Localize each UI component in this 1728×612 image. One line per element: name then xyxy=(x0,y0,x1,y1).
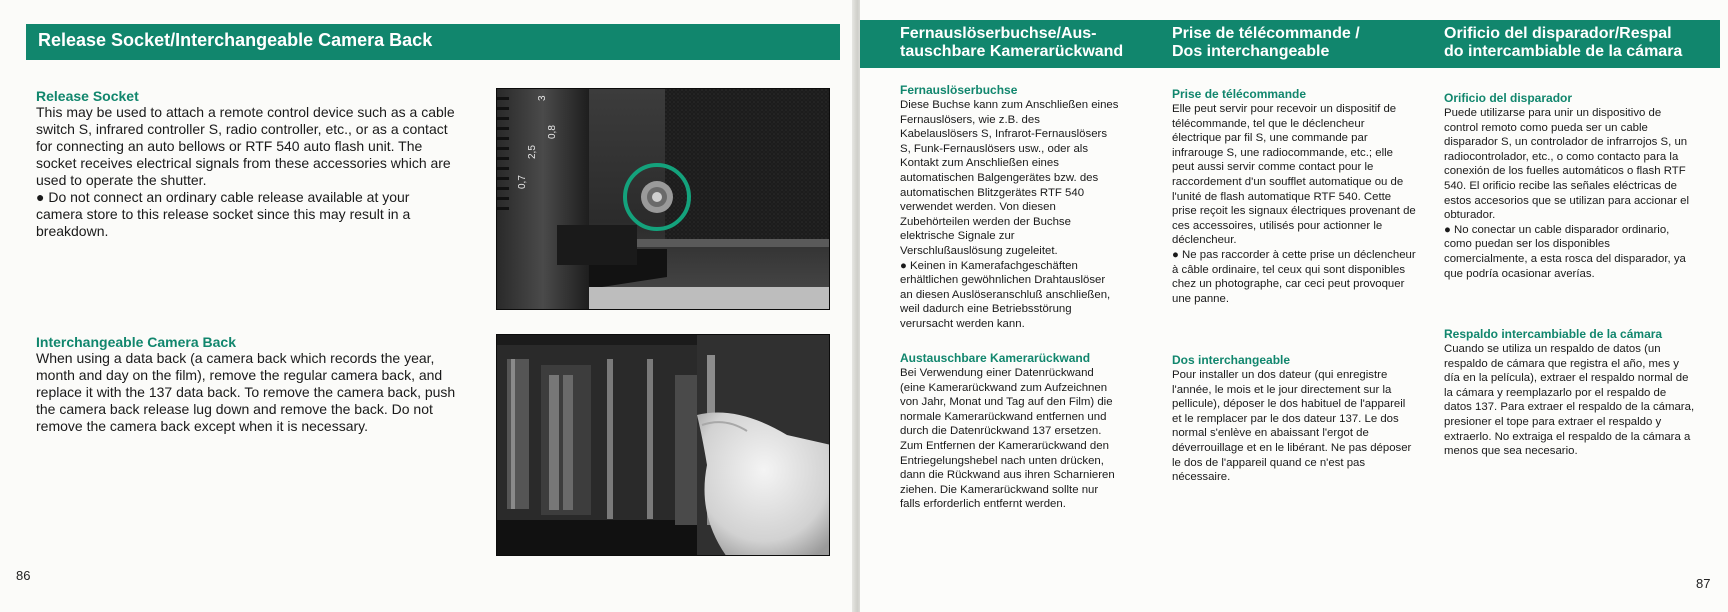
section-text: Puede utilizarse para unir un dispositivo de control remoto como pueda ser un cable disparador S, un controlador de infrarrojos S, un radiocontrolador, etc., o como contacto para la conexión de los fuelles automáticos o flash RTF 540. El orificio recibe las señales eléctricas de estos accesorios que se utilizan para accionar el obturador. xyxy=(1444,107,1690,222)
warning-bullet: ● Do not connect an ordinary cable release available at your camera store to this release socket since this may result in a breakdown. xyxy=(36,189,411,239)
camera-back-photo xyxy=(496,334,830,556)
section-text: Elle peut servir pour recevoir un dispositif de télécommande, tel que le déclencheur électrique par fil S, une commande par infrarouge S, une radiocommande, etc.; elle peut aussi servir comme contact pour le raccordement d'un soufflet automatique ou de l'unité de flash automatique RTF 540. Cette prise reçoit les signaux électriques provenant de ces accessoires, utilisés pour actionner le déclencheur. xyxy=(1172,103,1416,247)
camera-back-illustration xyxy=(497,335,830,556)
lens-scale-label: 0,7 xyxy=(517,175,528,189)
release-socket-illustration xyxy=(497,89,830,310)
section-heading-spanish-2: Respaldo intercambiable de la cámara xyxy=(1444,327,1663,341)
section-body-french-1 xyxy=(1172,102,1416,306)
warning-bullet: ● Keinen in Kamerafachgeschäften erhältlichen gewöhnlichen Drahtauslöser an diesen Auslöseranschluß anschließen, weil dadurch eine Betriebsstörung verursacht werden kann. xyxy=(900,259,1111,330)
column-header-french: Prise de télécommande / Dos interchangeable xyxy=(1172,25,1360,60)
page-header-title: Release Socket/Interchangeable Camera Back xyxy=(38,30,433,50)
page-header-banner xyxy=(860,20,1720,68)
section-body-release-socket xyxy=(36,104,460,240)
section-heading-german-1: Fernauslöserbuchse xyxy=(900,83,1018,97)
section-body-camera-back: When using a data back (a camera back which records the year, month and day on the film), remove the regular camera back, and replace it with the 137 data back. To remove the camera back, push the camera back release lug down and remove the back. Do not remove the camera back except when it is necessary. xyxy=(36,350,456,434)
section-heading-spanish-1: Orificio del disparador xyxy=(1444,91,1573,105)
section-body-spanish-2: Cuando se utiliza un respaldo de datos (un respaldo de cámara que registra el año, mes y día en la película), extraer el respaldo normal de la cámara y reemplazarlo por el respaldo de datos 137. Para extraer el respaldo de la cámara, presioner el tope para extraer el respaldo y extraerlo. No extraiga el respaldo de la cámara a menos que sea necesario. xyxy=(1444,343,1695,458)
section-heading-release-socket: Release Socket xyxy=(36,88,139,104)
warning-bullet: ● Ne pas raccorder à cette prise un déclencheur à câble ordinaire, tel ceux qui sont disponibles chez un photographe, car ceci peut provoquer une panne. xyxy=(1172,248,1416,305)
page-header-banner xyxy=(26,24,840,60)
left-page xyxy=(0,0,856,612)
lens-scale-label: 3 xyxy=(537,95,548,101)
section-text: This may be used to attach a remote control device such as a cable switch S, infrared controller S, radio controller, etc., or as a contact for connecting an auto bellows or RTF 540 auto flash unit. The socket receives electrical signals from these accessories which are used to operate the shutter. xyxy=(36,104,455,188)
lens-scale-label: 2,5 xyxy=(527,145,538,159)
section-heading-german-2: Austauschbare Kamerarückwand xyxy=(900,351,1091,365)
section-heading-french-1: Prise de télécommande xyxy=(1172,87,1307,101)
page-number-left: 86 xyxy=(16,568,31,583)
section-heading-camera-back: Interchangeable Camera Back xyxy=(36,334,236,350)
warning-bullet: ● No conectar un cable disparador ordinario, como puedan ser los disponibles comercialmente, a esta rosca del disparador, ya que podría ocasionar averías. xyxy=(1444,223,1686,280)
column-header-spanish: Orificio del disparador/Respal do intercambiable de la cámara xyxy=(1444,25,1683,60)
section-body-french-2: Pour installer un dos dateur (qui enregistre l'année, le mois et le jour directement sur la pellicule), déposer le dos habituel de l'appareil et le remplacer par le dos dateur 137. Le dos normal s'enlève en abaissant l'ergot de déverrouillage et en le libérant. Ne pas déposer le dos de l'appareil quand ce n'est pas nécessaire. xyxy=(1172,369,1412,484)
section-body-german-1 xyxy=(900,98,1120,332)
release-socket-photo xyxy=(496,88,830,310)
section-body-german-2: Bei Verwendung einer Datenrückwand (eine Kamerarückwand zum Aufzeichnen von Jahr, Monat und Tag auf den Film) die normale Kamerarückwand entfernen und durch die Datenrückwand 137 ersetzen. Zum Entfernen der Kamerarückwand den Entriegelungshebel nach unten drücken, dann die Rückwand aus ihren Scharnieren ziehen. Die Kamerarückwand sollte nur falls erforderlich entfernt werden. xyxy=(900,367,1115,511)
section-text: Diese Buchse kann zum Anschließen eines Fernauslösers, wie z.B. des Kabelauslösers S, Infrarot-Fernauslösers S, Funk-Fernauslösers usw., oder als Kontakt zum Anschließen eines automatischen Balgengerätes bzw. des automatischen Blitzgerätes RTF 540 verwendet werden. Von diesen Zubehörteilen werden der Buchse elektrische Signale zur Verschlußauslösung zugeleitet. xyxy=(900,99,1119,257)
section-body-spanish-1 xyxy=(1444,106,1696,281)
section-heading-french-2: Dos interchangeable xyxy=(1172,353,1291,367)
right-page xyxy=(860,0,1728,612)
column-header-german: Fernauslöserbuchse/Aus- tauschbare Kamerarückwand xyxy=(900,25,1124,60)
lens-scale-label: 0,8 xyxy=(547,125,558,139)
page-number-right: 87 xyxy=(1696,576,1711,591)
